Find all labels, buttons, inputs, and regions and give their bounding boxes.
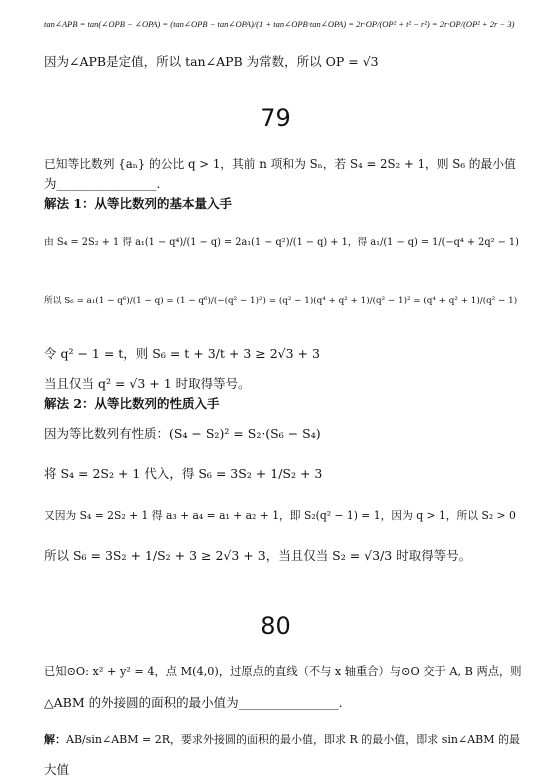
method-1-step-1: 由 S₄ = 2S₂ + 1 得 a₁(1 − q⁴)/(1 − q) = 2a₁(1 − q²)/(1 − q) + 1，得 a₁/(1 − q) = 1/(−q⁴ + 2q² − 1): [44, 237, 519, 248]
method-2-step-8: 所以 S₆ = 3S₂ + 1/S₂ + 3 ≥ 2√3 + 3，当且仅当 S₂ = √3/3 时取得等号。: [44, 548, 472, 563]
method-1-step-2: 所以 S₆ = a₁(1 − q⁶)/(1 − q) = (1 − q⁶)/(−(q² − 1)²) = (q² − 1)(q⁴ + q² + 1)/(q² − 1)² = (q⁴ + q² + 1)/(q² − 1): [44, 296, 518, 306]
problem-80-blank: ________________.: [238, 695, 343, 710]
problem-79-blank: ________________.: [56, 176, 161, 191]
problem-80-statement: 已知⊙O: x² + y² = 4，点 M(4,0)，过原点的直线（不与 x 轴重合）与⊙O 交于 A, B 两点，则: [44, 665, 522, 678]
method-1-title: 解法 1：从等比数列的基本量入手: [44, 196, 233, 211]
method-1-step-3: 令 q² − 1 = t，则 S₆ = t + 3/t + 3 ≥ 2√3 + 3: [44, 346, 320, 361]
problem-79-tail-text: 为: [44, 176, 57, 191]
method-2-title: 解法 2：从等比数列的性质入手: [44, 396, 220, 411]
problem-80-number: 80: [260, 612, 291, 640]
problem-79-statement-tail: [44, 176, 521, 192]
op-conclusion: 因为∠APB是定值，所以 tan∠APB 为常数，所以 OP = √3: [44, 54, 379, 69]
problem-80-solution: [44, 732, 521, 748]
problem-79-number: 79: [260, 104, 291, 132]
solution-text: AB/sin∠ABM = 2R，要求外接圆的面积的最小值，即求 R 的最小值，即求 sin∠ABM 的最: [66, 733, 521, 746]
problem-80-solution-2: 大值: [44, 762, 70, 777]
method-1-step-4: 当且仅当 q² = √3 + 1 时取得等号。: [44, 376, 251, 391]
tan-formula-line: tan∠APB = tan(∠OPB − ∠OPA) = (tan∠OPB − tan∠OPA)/(1 + tan∠OPB·tan∠OPA) = 2r·OP/(OP² + t² − r²) = 2r·OP/(OP² + 2r − 3): [44, 19, 515, 29]
problem-80-statement-2-text: △ABM 的外接圆的面积的最小值为: [44, 695, 239, 710]
problem-79-statement: 已知等比数列 {aₙ} 的公比 q > 1，其前 n 项和为 Sₙ，若 S₄ = 2S₂ + 1，则 S₆ 的最小值: [44, 157, 516, 171]
method-2-step-6: 将 S₄ = 2S₂ + 1 代入，得 S₆ = 3S₂ + 1/S₂ + 3: [44, 466, 323, 481]
method-2-step-5: 因为等比数列有性质：(S₄ − S₂)² = S₂·(S₆ − S₄): [44, 426, 321, 441]
problem-80-statement-2: [44, 695, 521, 711]
solution-label: 解：: [44, 733, 66, 746]
method-2-step-7: 又因为 S₄ = 2S₂ + 1 得 a₃ + a₄ = a₁ + a₂ + 1，即 S₂(q² − 1) = 1，因为 q > 1，所以 S₂ > 0: [44, 509, 516, 522]
